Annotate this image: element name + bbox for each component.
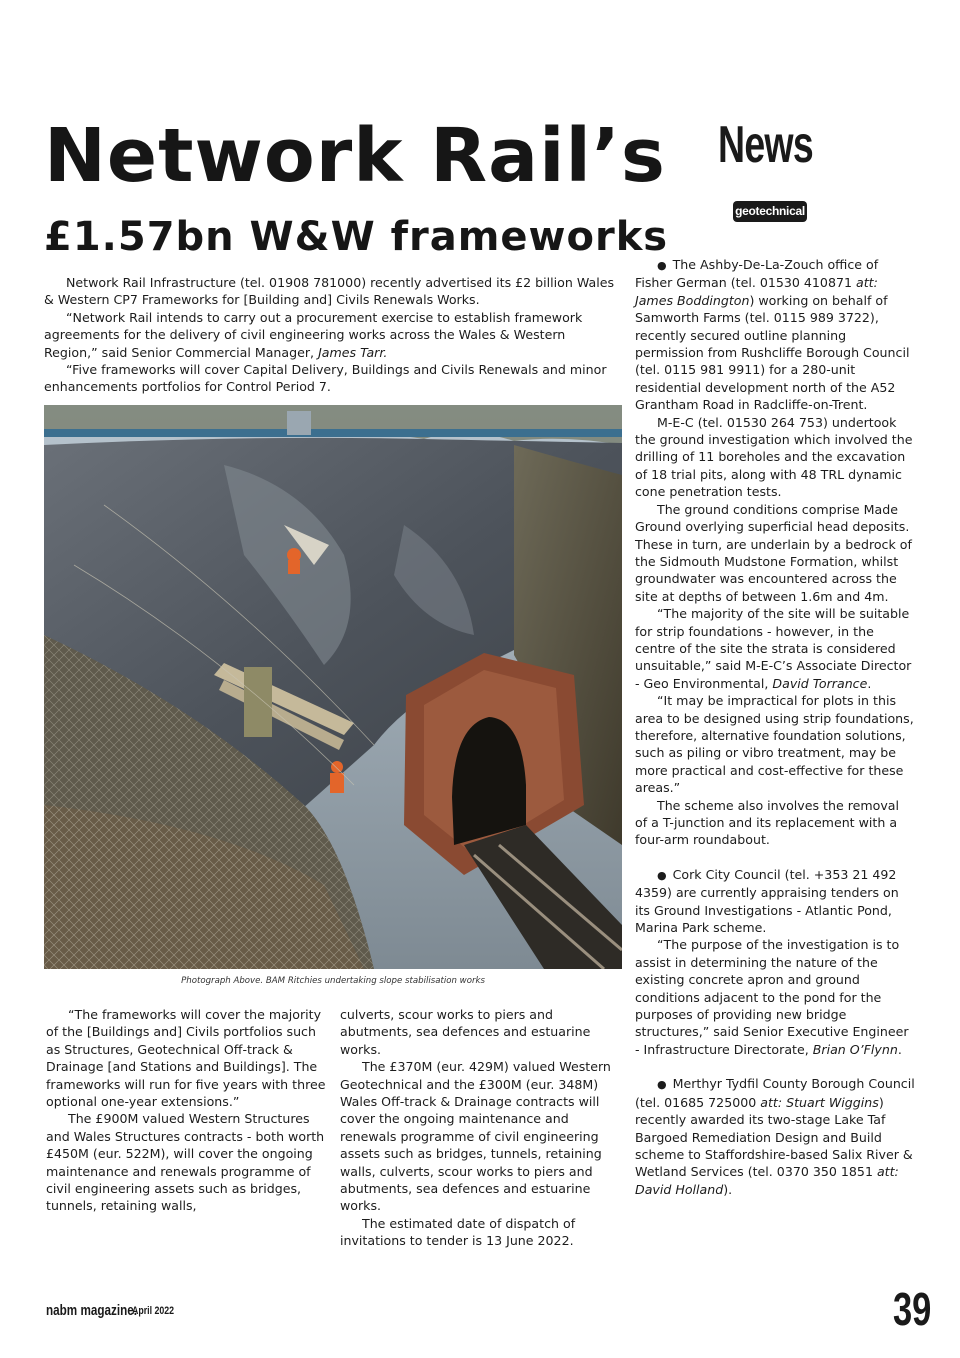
page-number: 39 <box>893 1283 932 1335</box>
magazine-brand: nabm magazine. <box>46 1302 138 1319</box>
article-intro <box>44 274 616 396</box>
news-paragraph: The scheme also involves the removal of a T-junction and its replacement with a four-arm roundabout. <box>635 797 900 848</box>
news-text: The Ashby-De-La-Zouch office of Fisher German (tel. 01530 410871 <box>635 257 879 291</box>
issue-date: April 2022 <box>132 1305 175 1317</box>
news-item <box>635 256 915 414</box>
attention-name: att: David Holland <box>635 1164 899 1197</box>
intro-paragraph <box>44 309 616 361</box>
column-paragraph: The £900M valued Western Structures and Wales Structures contracts - both worth £450M (eur. 522M), will cover the ongoing maintenance and renewals programme of civil engineering assets such as bridges, tunnels, retaining walls, <box>46 1111 325 1214</box>
intro-paragraph: Network Rail Infrastructure (tel. 01908 781000) recently advertised its £2 billion Wales & Western CP7 Frameworks for [Building and] Civils Renewals Works. <box>44 275 615 308</box>
news-item <box>635 1075 915 1198</box>
quote-text: “Network Rail intends to carry out a procurement exercise to establish framework agreements for the delivery of civil engineering works across the Wales & Western Region,” said Senior Commercial Manager, <box>44 309 583 360</box>
article-column-middle <box>340 1006 622 1250</box>
article-photo <box>44 405 622 969</box>
section-title: News <box>718 116 813 174</box>
article-column-left <box>46 1006 326 1215</box>
person-name: David Torrance <box>772 675 868 691</box>
news-text: “The majority of the site will be suitable for strip foundations - however, in the centre of the site the strata is considered unsuitable,” said M-E-C’s Associate Director - Geo Environmental, <box>635 606 912 691</box>
news-text: ) recently awarded its two-stage Lake Taf Bargoed Remediation Design and Build scheme to Staffordshire-based Salix River & Wetland Services (tel. 0370 350 1851 <box>635 1094 913 1180</box>
column-paragraph: culverts, scour works to piers and abutments, sea defences and estuarine works. <box>340 1007 591 1057</box>
news-paragraph: “The majority of the site will be suitable for strip foundations - however, in the centre of the site the strata is considered unsuitable,” said M-E-C’s Associate Director - Geo Environmental, David Torrance. <box>635 606 912 691</box>
section-badge: geotechnical <box>733 201 807 222</box>
photo-caption: Photograph Above. BAM Ritchies undertaking slope stabilisation works <box>181 976 485 986</box>
article-headline: Network Rail’s <box>44 113 666 199</box>
news-text: Merthyr Tydfil County Borough Council (tel. 01685 725000 <box>635 1076 915 1110</box>
news-sidebar <box>635 256 915 1198</box>
intro-paragraph: “Five frameworks will cover Capital Delivery, Buildings and Civils Renewals and minor enhancements portfolios for Control Period 7. <box>44 362 607 395</box>
column-paragraph: The £370M (eur. 429M) valued Western Geotechnical and the £300M (eur. 348M) Wales Off-track & Drainage contracts will cover the ongoing maintenance and renewals programme of civil engineering assets such as bridges, tunnels, retaining walls, culverts, scour works to piers and abutments, sea defences and estuarine works. <box>340 1059 611 1214</box>
column-paragraph: The estimated date of dispatch of invitations to tender is 13 June 2022. <box>340 1215 576 1249</box>
news-text: “The purpose of the investigation is to assist in determining the nature of the existing concrete apron and ground conditions adjacent to the pond for the purposes of providing new bridge structures,” said Senior Executive Engineer - Infrastructure Directorate, <box>635 937 909 1057</box>
news-text: ). <box>723 1181 733 1197</box>
person-name: James Tarr. <box>318 344 388 360</box>
attention-name: att: James Boddington <box>635 275 878 308</box>
news-paragraph: M-E-C (tel. 01530 264 753) undertook the ground investigation which involved the drilling of 11 boreholes and the excavation of 18 trial pits, along with 48 TRL dynamic cone penetration tests. <box>635 414 913 500</box>
person-name: Brian O’Flynn <box>812 1041 898 1057</box>
attention-name: att: Stuart Wiggins <box>760 1094 879 1110</box>
news-item: ● Cork City Council (tel. +353 21 492 4359) are currently appraising tenders on its Ground Investigations - Atlantic Pond, Marina Park scheme. <box>635 866 915 937</box>
article-subheadline: £1.57bn W&W frameworks <box>44 214 669 260</box>
news-paragraph: “It may be impractical for plots in this area to be designed using strip foundations, therefore, alternative foundation solutions, such as piling or vibro treatment, may be more practical and cost-effective for these areas.” <box>635 693 914 796</box>
news-paragraph: The ground conditions comprise Made Ground overlying superficial head deposits. These in turn, are underlain by a bedrock of the Sidmouth Mudstone Formation, whilst groundwater was encountered across the site at depths of between 1.6m and 4m. <box>635 501 912 604</box>
column-paragraph: “The frameworks will cover the majority of the [Buildings and] Civils portfolios such as Structures, Geotechnical Off-track & Drainage [and Stations and Buildings]. The frameworks will run for five years with three optional one-year extensions.” <box>46 1007 326 1110</box>
news-paragraph: “The purpose of the investigation is to assist in determining the nature of the existing concrete apron and ground conditions adjacent to the pond for the purposes of providing new bridge structures,” said Senior Executive Engineer - Infrastructure Directorate, Brian O’Flynn. <box>635 937 909 1057</box>
news-text: ) working on behalf of Samworth Farms (tel. 0115 989 3722), recently secured outline planning permission from Rushcliffe Borough Council (tel. 0115 981 9911) for a 280-unit residential development north of the A52 Grantham Road in Radcliffe-on-Trent. <box>635 292 910 413</box>
